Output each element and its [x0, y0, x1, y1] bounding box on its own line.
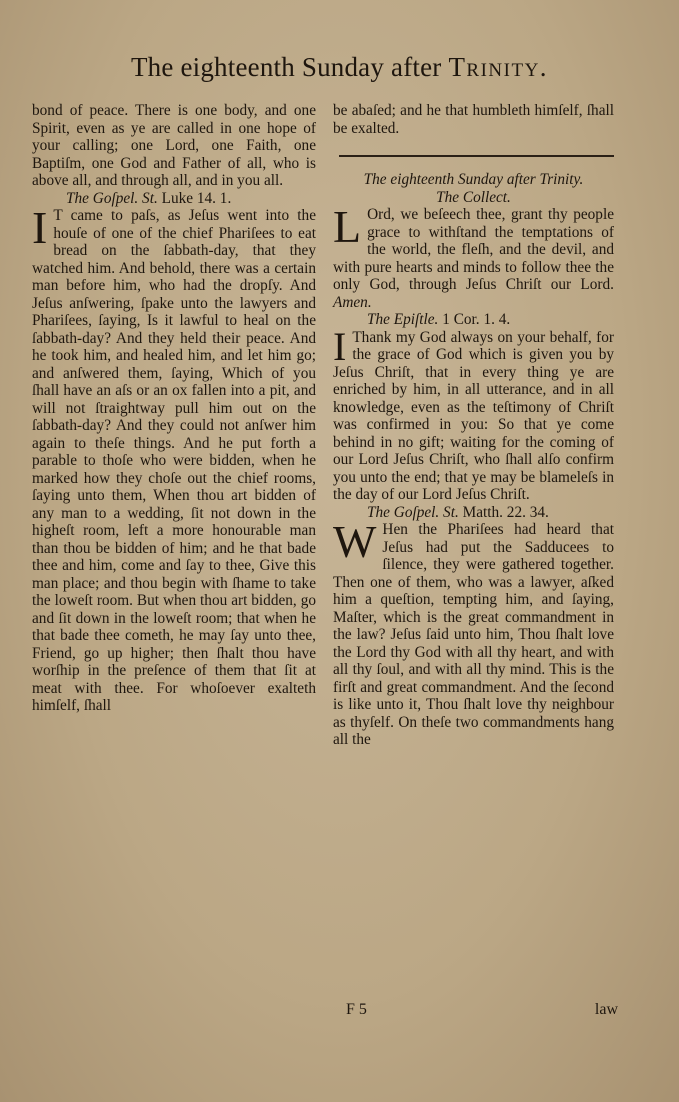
right-column — [333, 102, 614, 749]
epistle-body: Thank my God always on your behalf, for the grace of God which is given you by Jeſus Chriſt, that in every thing ye are enriched by him, in all utterance, and in all knowledge, even as the teſtimony of Chriſt was confirmed in you: So that ye come behind in no gift; waiting for the coming of our Lord Jeſus Chriſt, who ſhall alſo confirm you unto the end; that ye may be blameleſs in the day of our Lord Jeſus Chriſt. — [333, 328, 614, 503]
gospel-reference: Matth. 22. 34. — [462, 503, 549, 521]
gospel-text-matthew — [333, 516, 614, 749]
left-column — [32, 102, 316, 715]
gospel-reference: Luke 14. 1. — [161, 189, 232, 207]
epistle-heading-label: The Epiſtle. — [367, 311, 439, 328]
epistle-heading — [333, 311, 614, 329]
drop-cap: I — [333, 323, 347, 369]
collect-text — [333, 201, 614, 311]
gospel-body: T came to paſs, as Jeſus went into the houſe of one of the chief Phariſees to eat bread on the ſabbath-day, that they watched him. And behold, there was a certain man before him, who had the dropſy. And Jeſus anſwering, ſpake unto the lawyers and Phariſees, ſaying, Is it lawful to heal on the ſabbath-day? And they held their peace. And he took him, and healed him, and let him go; and anſwered them, ſaying, Which of you ſhall have an aſs or an ox fallen into a pit, and will not ſtraightway pull him out on the ſabbath-day? And they could not anſwer him again to theſe things. And he put forth a parable to thoſe who were bidden, when he marked how they choſe out the chief rooms, ſaying unto them, When thou art bidden of any man to a wedding, ſit not down in the higheſt room, left a more honourable man than thou be bidden of him; and he that bade thee and him, come and ſay to thee, Give this man place; and thou begin with ſhame to take the loweſt room. But when thou art bidden, go and ſit down in the loweſt room; that when he that bade thee cometh, he may ſay unto thee, Friend, go up higher; then ſhalt thou have worſhip in the preſence of them that ſit at meat with thee. For whoſoever exalteth himſelf, ſhall — [32, 207, 316, 714]
title-lead: The eighteenth Sunday after — [130, 52, 442, 82]
epistle-reference: 1 Cor. 1. 4. — [442, 311, 511, 328]
page-title — [0, 52, 679, 83]
collect-heading: The Collect. — [436, 188, 511, 206]
gospel-continuation: be abaſed; and he that humbleth himſelf, ſhall be exalted. — [333, 102, 614, 137]
collect-amen: Amen. — [333, 293, 372, 311]
gospel-heading-matthew — [333, 504, 614, 522]
gospel-heading-label: The Goſpel. St. — [367, 503, 459, 521]
drop-cap: L — [333, 201, 362, 252]
drop-cap: I — [32, 202, 48, 253]
collect-body: Ord, we beſeech thee, grant thy people grace to withſtand the temptations of the world, the fleſh, and the devil, and with pure hearts and minds to follow thee the only God, through Jeſus Chriſt our Lord. — [333, 206, 614, 293]
sunday-heading: The eighteenth Sunday after Trinity. — [363, 171, 584, 188]
catchword: law — [594, 1001, 618, 1018]
section-divider — [339, 155, 614, 157]
title-trinity: Trinity. — [448, 52, 549, 82]
epistle-continuation: bond of peace. There is one body, and one Spirit, even as ye are called in one hope of your calling; one Lord, one Faith, one Baptiſm, one God and Father of all, who is above all, and through all, and in you all. — [32, 102, 316, 189]
epistle-text — [333, 323, 614, 504]
gospel-heading-luke — [32, 190, 316, 208]
gospel-heading-label: The Goſpel. St. — [66, 189, 158, 207]
gospel-body: Hen the Phariſees had heard that Jeſus had put the Sadducees to ſilence, they were gathered together. Then one of them, who was a lawyer, aſked him a queſtion, tempting him, and ſaying, Maſter, which is the great commandment in the law? Jeſus ſaid unto him, Thou ſhalt love the Lord thy God with all thy heart, and with all thy ſoul, and with all thy mind. This is the firſt and great commandment. And the ſecond is like unto it, Thou ſhalt love thy neighbour as thyſelf. On theſe two commandments hang all the — [333, 521, 614, 748]
gospel-text-luke — [32, 202, 316, 715]
drop-cap: W — [333, 516, 377, 567]
signature-mark: F 5 — [346, 1001, 367, 1018]
page-footer — [340, 1001, 618, 1019]
